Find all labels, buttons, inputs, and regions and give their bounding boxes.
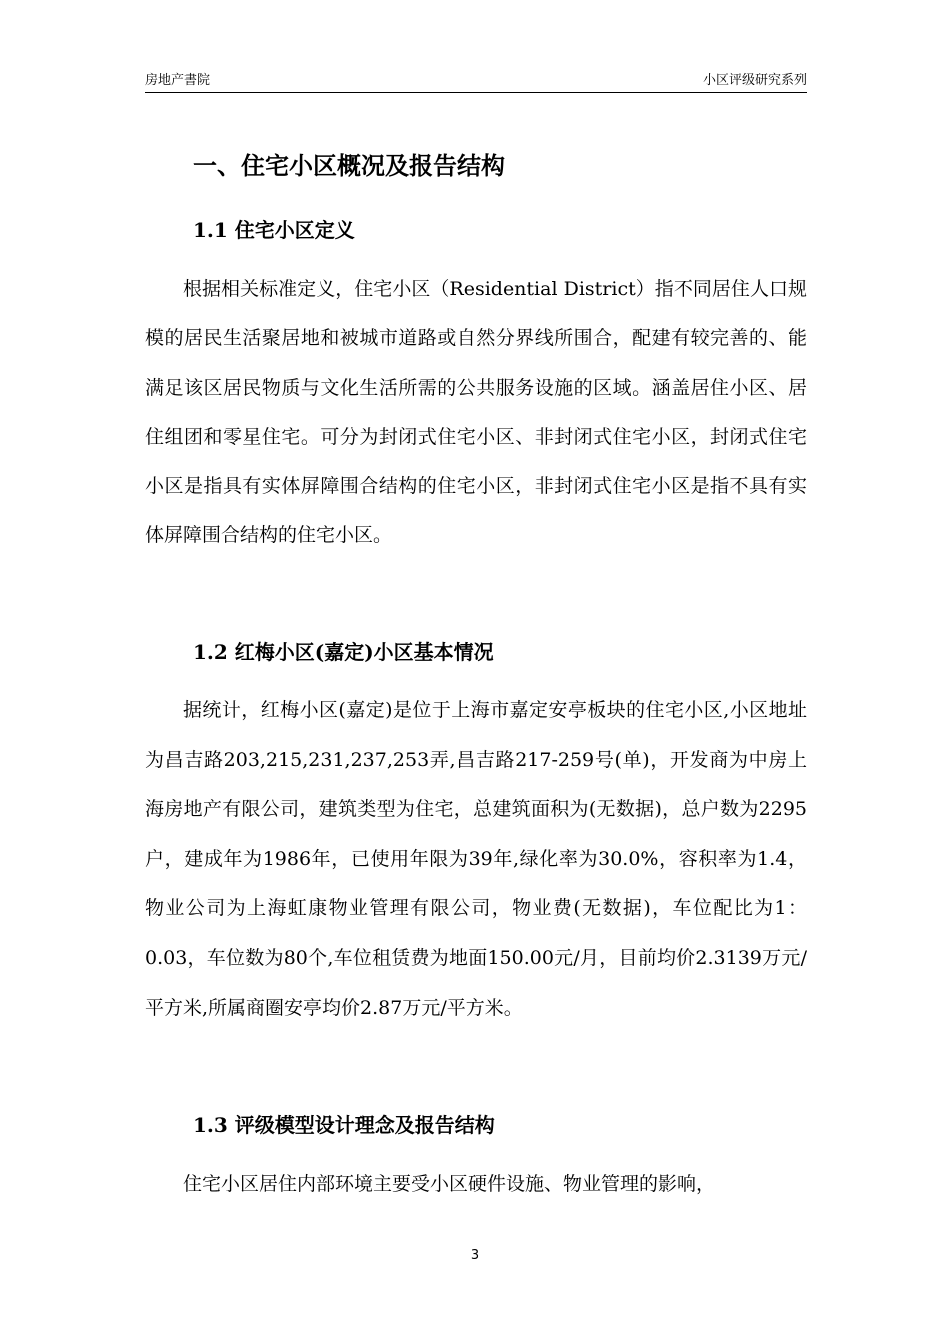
section-1-3-title: 1.3 评级模型设计理念及报告结构 (193, 1113, 495, 1137)
header-series: 小区评级研究系列 (702, 73, 807, 88)
page-header (145, 66, 807, 93)
section-1-3-body: 住宅小区居住内部环境主要受小区硬件设施、物业管理的影响， (183, 1173, 716, 1195)
section-1-2-title: 1.2 红梅小区(嘉定)小区基本情况 (193, 640, 494, 664)
section-1-1-title: 1.1 住宅小区定义 (193, 218, 355, 242)
chapter-title: 一、住宅小区概况及报告结构 (193, 151, 505, 180)
header-publisher: 房地产書院 (145, 73, 211, 88)
section-1-1-body: 根据相关标准定义，住宅小区（Residential District）指不同居住人口规模的居民生活聚居地和被城市道路或自然分界线所围合，配建有较完善的、能满足该区居民物质与文化生活所需的公共服务设施的区域。涵盖居住小区、居住组团和零星住宅。可分为封闭式住宅小区、非封闭式住宅小区，封闭式住宅小区是指具有实体屏障围合结构的住宅小区，非封闭式住宅小区是指不具有实体屏障围合结构的住宅小区。 (145, 278, 807, 547)
page-number: 3 (470, 1248, 480, 1263)
section-1-2-body: 据统计，红梅小区(嘉定)是位于上海市嘉定安亭板块的住宅小区,小区地址为昌吉路203,215,231,237,253弄,昌吉路217-259号(单)，开发商为中房上海房地产有限公司，建筑类型为住宅，总建筑面积为(无数据)，总户数为2295户，建成年为1986年，已使用年限为39年,绿化率为30.0%，容积率为1.4，物业公司为上海虹康物业管理有限公司，物业费(无数据)，车位配比为1：0.03，车位数为80个,车位租赁费为地面150.00元/月，目前均价2.3139万元/平方米,所属商圈安亭均价2.87万元/平方米。 (145, 699, 807, 1019)
